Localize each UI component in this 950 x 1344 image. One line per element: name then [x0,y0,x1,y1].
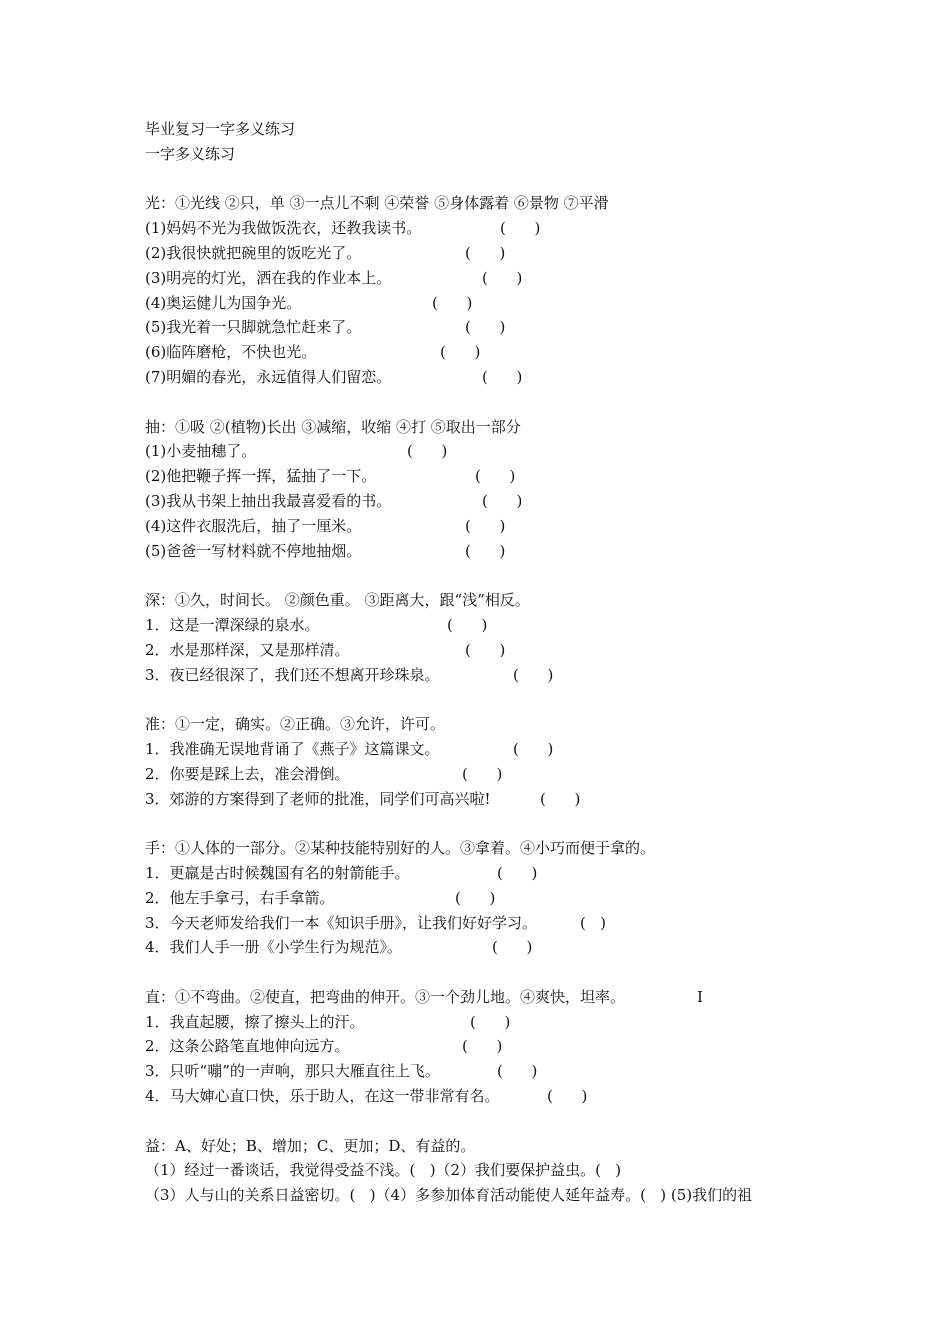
answer-blank[interactable]: ( ) [497,863,538,882]
doc-subtitle: 一字多义练习 [145,144,236,163]
question-item: 2．这条公路笔直地伸向远方。 ( ) [145,1034,845,1059]
question-item: 1．更羸是古时候魏国有名的射箭能手。 ( ) [145,861,845,886]
question-item: 1．我直起腰，擦了擦头上的汗。 ( ) [145,1010,845,1035]
definition-guang: 光：①光线 ②只，单 ③一点儿不剩 ④荣誉 ⑤身体露着 ⑥景物 ⑦平滑 [145,194,609,213]
doc-title: 毕业复习一字多义练习 [145,120,296,138]
question-item: (3)我从书架上抽出我最喜爱看的书。 ( ) [145,489,845,514]
answer-blank[interactable]: ( ) [432,293,473,312]
document-page [145,117,845,1208]
answer-blank[interactable]: ( ) [482,491,523,510]
answer-blank[interactable]: ( ) [470,1012,511,1031]
answer-blank[interactable]: ( ) [500,219,541,238]
definition-zhi: 直：①不弯曲。②使直，把弯曲的伸开。③一个劲儿地。④爽快，坦率。 I [145,985,845,1010]
question-item: 4．马大婶心直口快，乐于助人，在这一带非常有名。 ( ) [145,1084,845,1109]
answer-blank[interactable]: ( ) [465,243,506,262]
question-item: 3．只听“嘣”的一声响，那只大雁直往上飞。 ( ) [145,1059,845,1084]
question-item: (4)这件衣服洗后，抽了一厘米。 ( ) [145,514,845,539]
answer-blank[interactable]: ( ) [462,1037,503,1056]
question-line: （3）人与山的关系日益密切。( )（4）多参加体育活动能使人延年益寿。( ) (5)我们的祖 [145,1186,753,1205]
definition-zhun: 准：①一定，确实。②正确。③允许，许可。 [145,715,446,734]
question-item: (2)他把鞭子挥一挥，猛抽了一下。 ( ) [145,464,845,489]
question-item: 2．他左手拿弓，右手拿箭。 ( ) [145,886,845,911]
answer-blank[interactable]: ( ) [547,1087,588,1106]
answer-blank[interactable]: ( ) [497,1062,538,1081]
question-item: 2．水是那样深，又是那样清。 ( ) [145,638,845,663]
answer-blank[interactable]: ( ) [475,467,516,486]
definition-shou: 手：①人体的一部分。②某种技能特别好的人。③拿着。④小巧而便于拿的。 [145,839,656,858]
answer-blank[interactable]: ( ) [540,789,581,808]
question-line: （1）经过一番谈话，我觉得受益不浅。( )（2）我们要保护益虫。( ) [145,1161,622,1180]
text-mark: I [697,987,703,1006]
question-item: 2．你要是踩上去，准会滑倒。 ( ) [145,762,845,787]
answer-blank[interactable]: ( ) [447,615,488,634]
answer-blank[interactable]: ( ) [465,541,506,560]
answer-blank[interactable]: ( ) [513,665,554,684]
question-item: 3．夜已经很深了，我们还不想离开珍珠泉。 ( ) [145,663,845,688]
answer-blank[interactable]: ( ) [513,739,554,758]
answer-blank[interactable]: ( ) [482,367,523,386]
answer-blank[interactable]: ( ) [462,764,503,783]
answer-blank[interactable]: ( ) [465,318,506,337]
definition-shen: 深：①久，时间长。 ②颜色重。 ③距离大，跟“浅”相反。 [145,591,530,610]
question-item: (3)明亮的灯光，洒在我的作业本上。 ( ) [145,266,845,291]
answer-blank[interactable]: ( ) [407,442,448,461]
answer-blank[interactable]: ( ) [482,268,523,287]
question-item: (6)临阵磨枪，不快也光。 ( ) [145,340,845,365]
question-item: 1．这是一潭深绿的泉水。 ( ) [145,613,845,638]
question-item: (1)小麦抽穗了。 ( ) [145,439,845,464]
answer-blank[interactable]: ( ) [492,938,533,957]
definition-yi: 益：A、好处；B、增加；C、更加；D、有益的。 [145,1136,476,1155]
answer-blank[interactable]: ( ) [465,516,506,535]
question-item: 3．郊游的方案得到了老师的批准，同学们可高兴啦! ( ) [145,787,845,812]
answer-blank[interactable]: ( ) [465,640,506,659]
answer-blank[interactable]: ( ) [455,888,496,907]
question-item: 3．今天老师发给我们一本《知识手册》，让我们好好学习。 ( ) [145,911,845,936]
question-item: 4．我们人手一册《小学生行为规范》。 ( ) [145,935,845,960]
question-item: (5)我光着一只脚就急忙赶来了。 ( ) [145,315,845,340]
answer-blank[interactable]: ( ) [580,913,607,932]
question-item: (7)明媚的春光，永远值得人们留恋。 ( ) [145,365,845,390]
question-item: (5)爸爸一写材料就不停地抽烟。 ( ) [145,539,845,564]
question-item: (2)我很快就把碗里的饭吃光了。 ( ) [145,241,845,266]
question-item: 1．我准确无误地背诵了《燕子》这篇课文。 ( ) [145,737,845,762]
question-item: (4)奥运健儿为国争光。 ( ) [145,291,845,316]
definition-chou: 抽：①吸 ②(植物)长出 ③减缩，收缩 ④打 ⑤取出一部分 [145,417,521,436]
question-item: (1)妈妈不光为我做饭洗衣，还教我读书。 ( ) [145,216,845,241]
answer-blank[interactable]: ( ) [440,343,481,362]
